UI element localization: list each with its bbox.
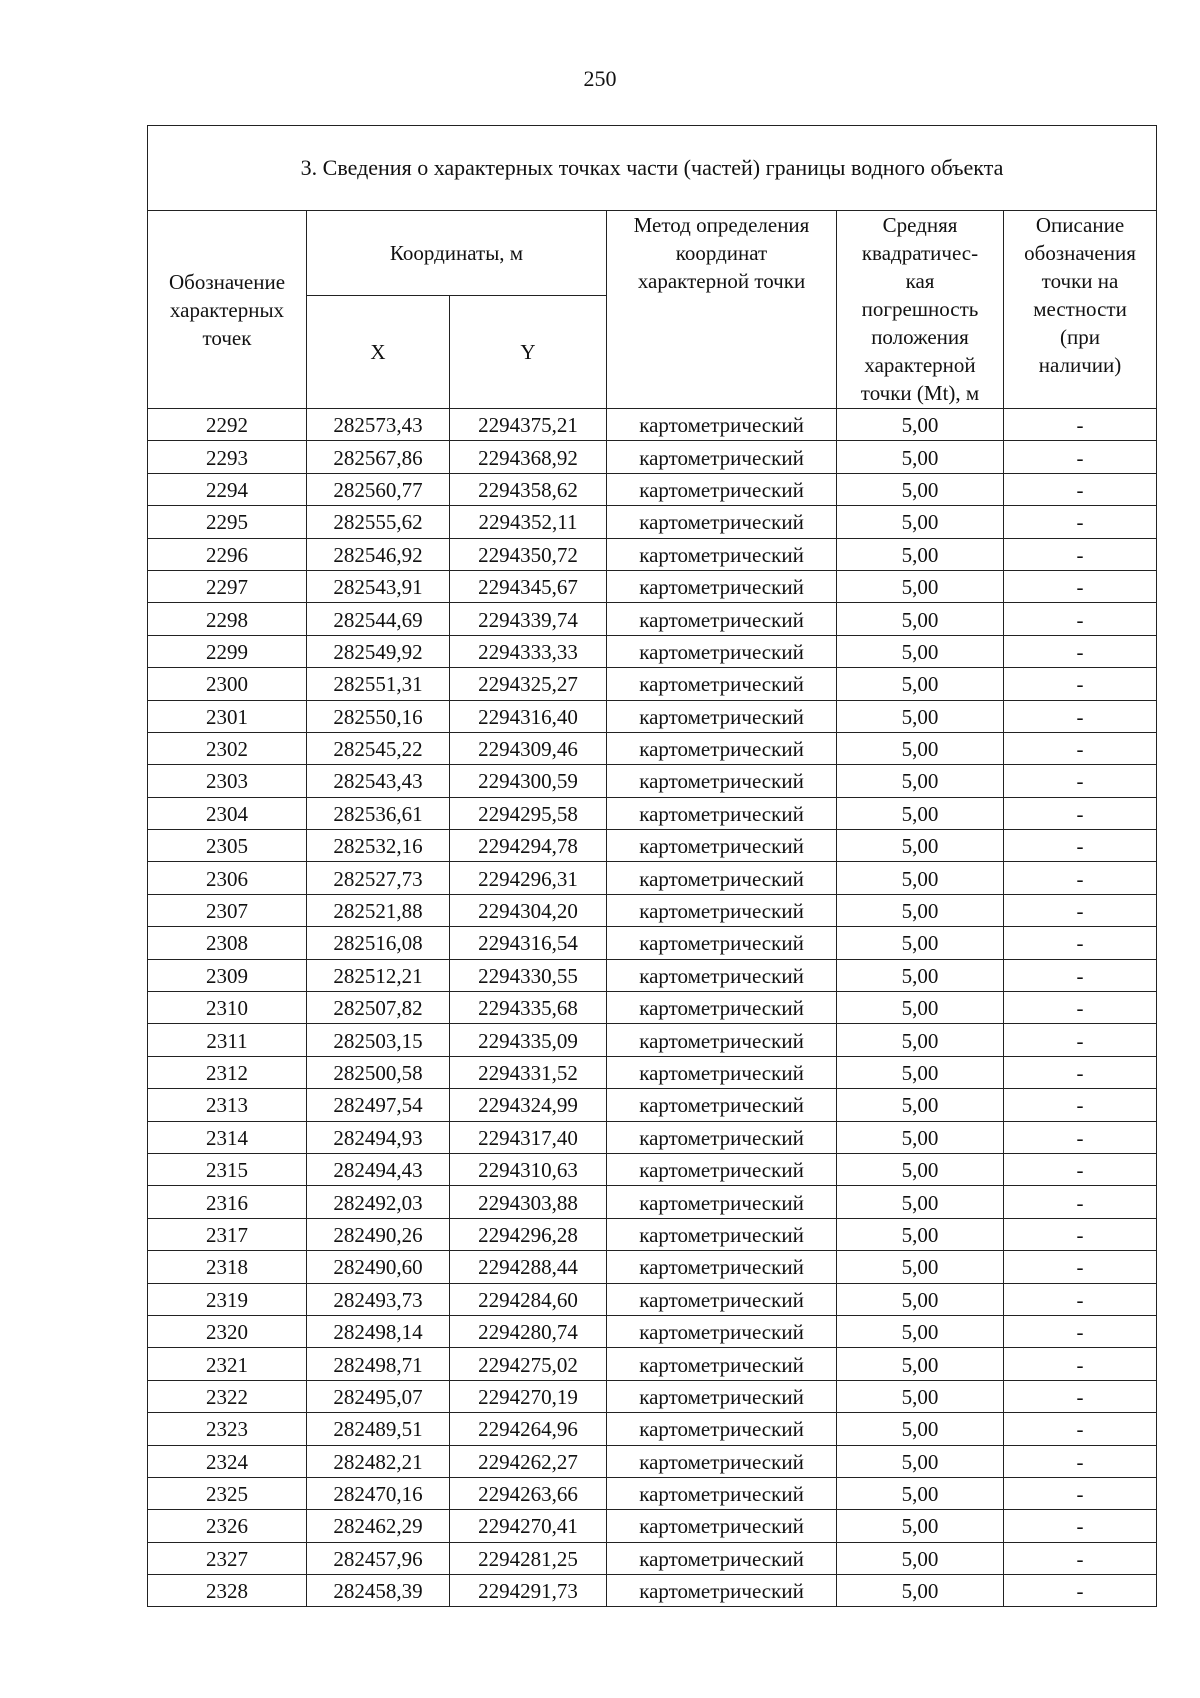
- cell-y: 2294281,25: [450, 1542, 607, 1574]
- header-error-line: Средняя: [882, 213, 958, 237]
- cell-description: -: [1004, 1153, 1157, 1185]
- header-method-line: характерной точки: [637, 269, 806, 293]
- cell-mt: 5,00: [837, 862, 1004, 894]
- cell-y: 2294275,02: [450, 1348, 607, 1380]
- cell-point-id: 2317: [148, 1218, 307, 1250]
- cell-x: 282550,16: [307, 700, 450, 732]
- table-row: [148, 1477, 1157, 1509]
- cell-method: картометрический: [607, 506, 837, 538]
- cell-point-id: 2301: [148, 700, 307, 732]
- cell-method: картометрический: [607, 668, 837, 700]
- cell-description: -: [1004, 1218, 1157, 1250]
- table-row: [148, 1056, 1157, 1088]
- table-row: [148, 538, 1157, 570]
- cell-mt: 5,00: [837, 635, 1004, 667]
- cell-point-id: 2320: [148, 1315, 307, 1347]
- cell-y: 2294339,74: [450, 603, 607, 635]
- cell-point-id: 2297: [148, 570, 307, 602]
- cell-method: картометрический: [607, 1575, 837, 1607]
- cell-point-id: 2308: [148, 927, 307, 959]
- cell-y: 2294270,41: [450, 1510, 607, 1542]
- cell-point-id: 2318: [148, 1251, 307, 1283]
- header-method-line: координат: [675, 241, 768, 265]
- cell-point-id: 2327: [148, 1542, 307, 1574]
- cell-description: -: [1004, 1283, 1157, 1315]
- cell-method: картометрический: [607, 959, 837, 991]
- cell-method: картометрический: [607, 1153, 837, 1185]
- cell-method: картометрический: [607, 732, 837, 764]
- cell-method: картометрический: [607, 1089, 837, 1121]
- cell-x: 282543,43: [307, 765, 450, 797]
- cell-method: картометрический: [607, 1315, 837, 1347]
- cell-mt: 5,00: [837, 1283, 1004, 1315]
- characteristic-points-table: [147, 125, 1157, 1607]
- cell-y: 2294291,73: [450, 1575, 607, 1607]
- cell-y: 2294375,21: [450, 409, 607, 441]
- cell-method: картометрический: [607, 603, 837, 635]
- cell-point-id: 2293: [148, 441, 307, 473]
- cell-description: -: [1004, 1315, 1157, 1347]
- cell-y: 2294288,44: [450, 1251, 607, 1283]
- cell-mt: 5,00: [837, 927, 1004, 959]
- cell-x: 282494,93: [307, 1121, 450, 1153]
- cell-y: 2294330,55: [450, 959, 607, 991]
- table-row: [148, 927, 1157, 959]
- cell-description: -: [1004, 409, 1157, 441]
- cell-description: -: [1004, 732, 1157, 764]
- cell-point-id: 2321: [148, 1348, 307, 1380]
- cell-x: 282457,96: [307, 1542, 450, 1574]
- table-row: [148, 1089, 1157, 1121]
- header-description-line: местности: [1033, 297, 1127, 321]
- cell-description: -: [1004, 1413, 1157, 1445]
- page-number: 250: [583, 66, 617, 91]
- cell-y: 2294303,88: [450, 1186, 607, 1218]
- cell-x: 282462,29: [307, 1510, 450, 1542]
- header-error-line: кая: [905, 269, 935, 293]
- cell-x: 282494,43: [307, 1153, 450, 1185]
- cell-y: 2294263,66: [450, 1477, 607, 1509]
- table-row: [148, 1542, 1157, 1574]
- cell-x: 282560,77: [307, 473, 450, 505]
- table-row: [148, 473, 1157, 505]
- cell-description: -: [1004, 1542, 1157, 1574]
- cell-description: -: [1004, 506, 1157, 538]
- table-row: [148, 668, 1157, 700]
- cell-description: -: [1004, 1089, 1157, 1121]
- cell-point-id: 2295: [148, 506, 307, 538]
- cell-point-id: 2314: [148, 1121, 307, 1153]
- cell-mt: 5,00: [837, 1315, 1004, 1347]
- cell-y: 2294358,62: [450, 473, 607, 505]
- header-description: [1004, 211, 1157, 409]
- cell-point-id: 2300: [148, 668, 307, 700]
- cell-method: картометрический: [607, 409, 837, 441]
- table-title: 3. Сведения о характерных точках части (частей) границы водного объекта: [148, 126, 1157, 211]
- cell-method: картометрический: [607, 1348, 837, 1380]
- table-row: [148, 1251, 1157, 1283]
- cell-mt: 5,00: [837, 506, 1004, 538]
- cell-description: -: [1004, 441, 1157, 473]
- cell-point-id: 2311: [148, 1024, 307, 1056]
- cell-x: 282498,14: [307, 1315, 450, 1347]
- cell-x: 282503,15: [307, 1024, 450, 1056]
- cell-mt: 5,00: [837, 1186, 1004, 1218]
- cell-y: 2294296,28: [450, 1218, 607, 1250]
- header-error-line: характерной: [864, 353, 976, 377]
- table-row: [148, 1024, 1157, 1056]
- table-row: [148, 1413, 1157, 1445]
- cell-x: 282543,91: [307, 570, 450, 602]
- cell-mt: 5,00: [837, 1477, 1004, 1509]
- cell-x: 282495,07: [307, 1380, 450, 1412]
- cell-description: -: [1004, 1477, 1157, 1509]
- cell-y: 2294350,72: [450, 538, 607, 570]
- table-row: [148, 1575, 1157, 1607]
- header-error: [837, 211, 1004, 409]
- table-row: [148, 959, 1157, 991]
- cell-point-id: 2292: [148, 409, 307, 441]
- table-row: [148, 1380, 1157, 1412]
- cell-y: 2294296,31: [450, 862, 607, 894]
- table-row: [148, 894, 1157, 926]
- cell-description: -: [1004, 1056, 1157, 1088]
- header-designation: [148, 211, 307, 409]
- cell-x: 282544,69: [307, 603, 450, 635]
- table-row: [148, 506, 1157, 538]
- header-error-line: погрешность: [861, 297, 979, 321]
- cell-mt: 5,00: [837, 732, 1004, 764]
- cell-point-id: 2307: [148, 894, 307, 926]
- cell-mt: 5,00: [837, 830, 1004, 862]
- cell-description: -: [1004, 538, 1157, 570]
- cell-y: 2294352,11: [450, 506, 607, 538]
- cell-x: 282512,21: [307, 959, 450, 991]
- cell-mt: 5,00: [837, 765, 1004, 797]
- cell-mt: 5,00: [837, 570, 1004, 602]
- cell-description: -: [1004, 473, 1157, 505]
- cell-x: 282516,08: [307, 927, 450, 959]
- cell-point-id: 2298: [148, 603, 307, 635]
- cell-description: -: [1004, 1510, 1157, 1542]
- cell-mt: 5,00: [837, 1413, 1004, 1445]
- cell-point-id: 2309: [148, 959, 307, 991]
- cell-method: картометрический: [607, 1251, 837, 1283]
- cell-method: картометрический: [607, 1024, 837, 1056]
- table-row: [148, 992, 1157, 1024]
- cell-method: картометрический: [607, 1121, 837, 1153]
- cell-mt: 5,00: [837, 959, 1004, 991]
- cell-mt: 5,00: [837, 668, 1004, 700]
- header-x: X: [307, 296, 450, 409]
- cell-description: -: [1004, 830, 1157, 862]
- table-row: [148, 797, 1157, 829]
- cell-x: 282470,16: [307, 1477, 450, 1509]
- cell-description: -: [1004, 797, 1157, 829]
- cell-y: 2294325,27: [450, 668, 607, 700]
- table-row: [148, 1186, 1157, 1218]
- header-y: Y: [450, 296, 607, 409]
- cell-mt: 5,00: [837, 538, 1004, 570]
- cell-mt: 5,00: [837, 1380, 1004, 1412]
- cell-y: 2294316,40: [450, 700, 607, 732]
- cell-y: 2294300,59: [450, 765, 607, 797]
- cell-y: 2294324,99: [450, 1089, 607, 1121]
- cell-description: -: [1004, 992, 1157, 1024]
- cell-description: -: [1004, 603, 1157, 635]
- cell-mt: 5,00: [837, 1348, 1004, 1380]
- header-error-line: квадратичес-: [861, 241, 979, 265]
- cell-point-id: 2312: [148, 1056, 307, 1088]
- header-designation-line: Обозначение: [168, 269, 286, 294]
- table-row: [148, 409, 1157, 441]
- cell-x: 282490,60: [307, 1251, 450, 1283]
- cell-method: картометрический: [607, 765, 837, 797]
- cell-x: 282536,61: [307, 797, 450, 829]
- cell-method: картометрический: [607, 1445, 837, 1477]
- cell-mt: 5,00: [837, 1445, 1004, 1477]
- table-row: [148, 765, 1157, 797]
- cell-x: 282551,31: [307, 668, 450, 700]
- cell-description: -: [1004, 862, 1157, 894]
- table-row: [148, 862, 1157, 894]
- cell-x: 282532,16: [307, 830, 450, 862]
- cell-description: -: [1004, 1380, 1157, 1412]
- cell-method: картометрический: [607, 1380, 837, 1412]
- cell-method: картометрический: [607, 1542, 837, 1574]
- cell-method: картометрический: [607, 441, 837, 473]
- header-description-line: точки на: [1041, 269, 1119, 293]
- cell-description: -: [1004, 570, 1157, 602]
- cell-point-id: 2326: [148, 1510, 307, 1542]
- cell-point-id: 2324: [148, 1445, 307, 1477]
- cell-y: 2294310,63: [450, 1153, 607, 1185]
- header-description-line: обозначения: [1024, 241, 1136, 265]
- cell-method: картометрический: [607, 1413, 837, 1445]
- header-description-line: наличии): [1038, 353, 1122, 377]
- cell-method: картометрический: [607, 992, 837, 1024]
- table-row: [148, 570, 1157, 602]
- cell-point-id: 2294: [148, 473, 307, 505]
- cell-description: -: [1004, 1024, 1157, 1056]
- cell-y: 2294270,19: [450, 1380, 607, 1412]
- cell-point-id: 2322: [148, 1380, 307, 1412]
- cell-y: 2294309,46: [450, 732, 607, 764]
- table-body: [148, 409, 1157, 1607]
- cell-y: 2294262,27: [450, 1445, 607, 1477]
- cell-x: 282555,62: [307, 506, 450, 538]
- cell-method: картометрический: [607, 1283, 837, 1315]
- table-row: [148, 1121, 1157, 1153]
- cell-y: 2294304,20: [450, 894, 607, 926]
- cell-y: 2294280,74: [450, 1315, 607, 1347]
- cell-x: 282493,73: [307, 1283, 450, 1315]
- cell-point-id: 2306: [148, 862, 307, 894]
- cell-x: 282489,51: [307, 1413, 450, 1445]
- cell-point-id: 2305: [148, 830, 307, 862]
- cell-method: картометрический: [607, 1056, 837, 1088]
- header-coordinates: Координаты, м: [307, 211, 607, 296]
- cell-description: -: [1004, 700, 1157, 732]
- cell-description: -: [1004, 1186, 1157, 1218]
- header-error-line: точки (Mt), м: [860, 381, 980, 405]
- header-error-line: положения: [871, 325, 969, 349]
- table-row: [148, 830, 1157, 862]
- cell-x: 282500,58: [307, 1056, 450, 1088]
- cell-mt: 5,00: [837, 1510, 1004, 1542]
- table-row: [148, 1445, 1157, 1477]
- cell-point-id: 2302: [148, 732, 307, 764]
- cell-description: -: [1004, 765, 1157, 797]
- cell-description: -: [1004, 1445, 1157, 1477]
- cell-mt: 5,00: [837, 1121, 1004, 1153]
- table-row: [148, 1348, 1157, 1380]
- cell-x: 282458,39: [307, 1575, 450, 1607]
- cell-description: -: [1004, 927, 1157, 959]
- cell-x: 282573,43: [307, 409, 450, 441]
- cell-y: 2294335,09: [450, 1024, 607, 1056]
- cell-x: 282482,21: [307, 1445, 450, 1477]
- header-method-line: Метод определения: [633, 213, 810, 237]
- cell-mt: 5,00: [837, 894, 1004, 926]
- table-row: [148, 441, 1157, 473]
- header-designation-line: точек: [202, 325, 252, 350]
- cell-y: 2294335,68: [450, 992, 607, 1024]
- cell-description: -: [1004, 668, 1157, 700]
- cell-description: -: [1004, 959, 1157, 991]
- cell-x: 282492,03: [307, 1186, 450, 1218]
- cell-method: картометрический: [607, 473, 837, 505]
- cell-mt: 5,00: [837, 1089, 1004, 1121]
- cell-description: -: [1004, 1348, 1157, 1380]
- table-row: [148, 1218, 1157, 1250]
- cell-method: картометрический: [607, 538, 837, 570]
- table-row: [148, 1153, 1157, 1185]
- cell-method: картометрический: [607, 1218, 837, 1250]
- cell-x: 282567,86: [307, 441, 450, 473]
- cell-y: 2294345,67: [450, 570, 607, 602]
- cell-y: 2294316,54: [450, 927, 607, 959]
- cell-x: 282498,71: [307, 1348, 450, 1380]
- cell-description: -: [1004, 635, 1157, 667]
- cell-method: картометрический: [607, 927, 837, 959]
- cell-mt: 5,00: [837, 797, 1004, 829]
- cell-mt: 5,00: [837, 441, 1004, 473]
- table-row: [148, 603, 1157, 635]
- cell-mt: 5,00: [837, 409, 1004, 441]
- cell-method: картометрический: [607, 700, 837, 732]
- cell-point-id: 2310: [148, 992, 307, 1024]
- cell-point-id: 2304: [148, 797, 307, 829]
- cell-mt: 5,00: [837, 1575, 1004, 1607]
- cell-point-id: 2328: [148, 1575, 307, 1607]
- cell-point-id: 2296: [148, 538, 307, 570]
- cell-y: 2294368,92: [450, 441, 607, 473]
- cell-method: картометрический: [607, 635, 837, 667]
- cell-x: 282490,26: [307, 1218, 450, 1250]
- cell-point-id: 2315: [148, 1153, 307, 1185]
- cell-description: -: [1004, 1251, 1157, 1283]
- cell-method: картометрический: [607, 570, 837, 602]
- cell-point-id: 2313: [148, 1089, 307, 1121]
- header-method: [607, 211, 837, 409]
- cell-mt: 5,00: [837, 1251, 1004, 1283]
- table-row: [148, 732, 1157, 764]
- cell-y: 2294333,33: [450, 635, 607, 667]
- cell-method: картометрический: [607, 830, 837, 862]
- cell-description: -: [1004, 1575, 1157, 1607]
- cell-method: картометрический: [607, 1510, 837, 1542]
- cell-y: 2294284,60: [450, 1283, 607, 1315]
- cell-point-id: 2319: [148, 1283, 307, 1315]
- cell-point-id: 2323: [148, 1413, 307, 1445]
- header-description-line: Описание: [1035, 213, 1125, 237]
- cell-y: 2294317,40: [450, 1121, 607, 1153]
- cell-y: 2294294,78: [450, 830, 607, 862]
- cell-method: картометрический: [607, 894, 837, 926]
- cell-method: картометрический: [607, 862, 837, 894]
- cell-y: 2294331,52: [450, 1056, 607, 1088]
- cell-x: 282527,73: [307, 862, 450, 894]
- cell-mt: 5,00: [837, 603, 1004, 635]
- table-row: [148, 635, 1157, 667]
- cell-method: картометрический: [607, 797, 837, 829]
- table-row: [148, 700, 1157, 732]
- cell-point-id: 2316: [148, 1186, 307, 1218]
- cell-description: -: [1004, 894, 1157, 926]
- cell-mt: 5,00: [837, 1218, 1004, 1250]
- cell-method: картометрический: [607, 1477, 837, 1509]
- cell-x: 282546,92: [307, 538, 450, 570]
- cell-mt: 5,00: [837, 1056, 1004, 1088]
- header-description-line: (при: [1060, 325, 1100, 349]
- table-row: [148, 1283, 1157, 1315]
- cell-mt: 5,00: [837, 992, 1004, 1024]
- table-header-row-1: [148, 211, 1157, 296]
- cell-mt: 5,00: [837, 1542, 1004, 1574]
- cell-x: 282545,22: [307, 732, 450, 764]
- cell-point-id: 2325: [148, 1477, 307, 1509]
- cell-point-id: 2303: [148, 765, 307, 797]
- cell-method: картометрический: [607, 1186, 837, 1218]
- cell-point-id: 2299: [148, 635, 307, 667]
- table-row: [148, 1315, 1157, 1347]
- cell-x: 282507,82: [307, 992, 450, 1024]
- cell-mt: 5,00: [837, 473, 1004, 505]
- cell-description: -: [1004, 1121, 1157, 1153]
- cell-mt: 5,00: [837, 1024, 1004, 1056]
- header-designation-line: характерных: [169, 297, 285, 322]
- cell-y: 2294295,58: [450, 797, 607, 829]
- table-row: [148, 1510, 1157, 1542]
- cell-mt: 5,00: [837, 1153, 1004, 1185]
- cell-x: 282521,88: [307, 894, 450, 926]
- cell-x: 282497,54: [307, 1089, 450, 1121]
- cell-x: 282549,92: [307, 635, 450, 667]
- table-title-row: [148, 126, 1157, 211]
- cell-y: 2294264,96: [450, 1413, 607, 1445]
- cell-mt: 5,00: [837, 700, 1004, 732]
